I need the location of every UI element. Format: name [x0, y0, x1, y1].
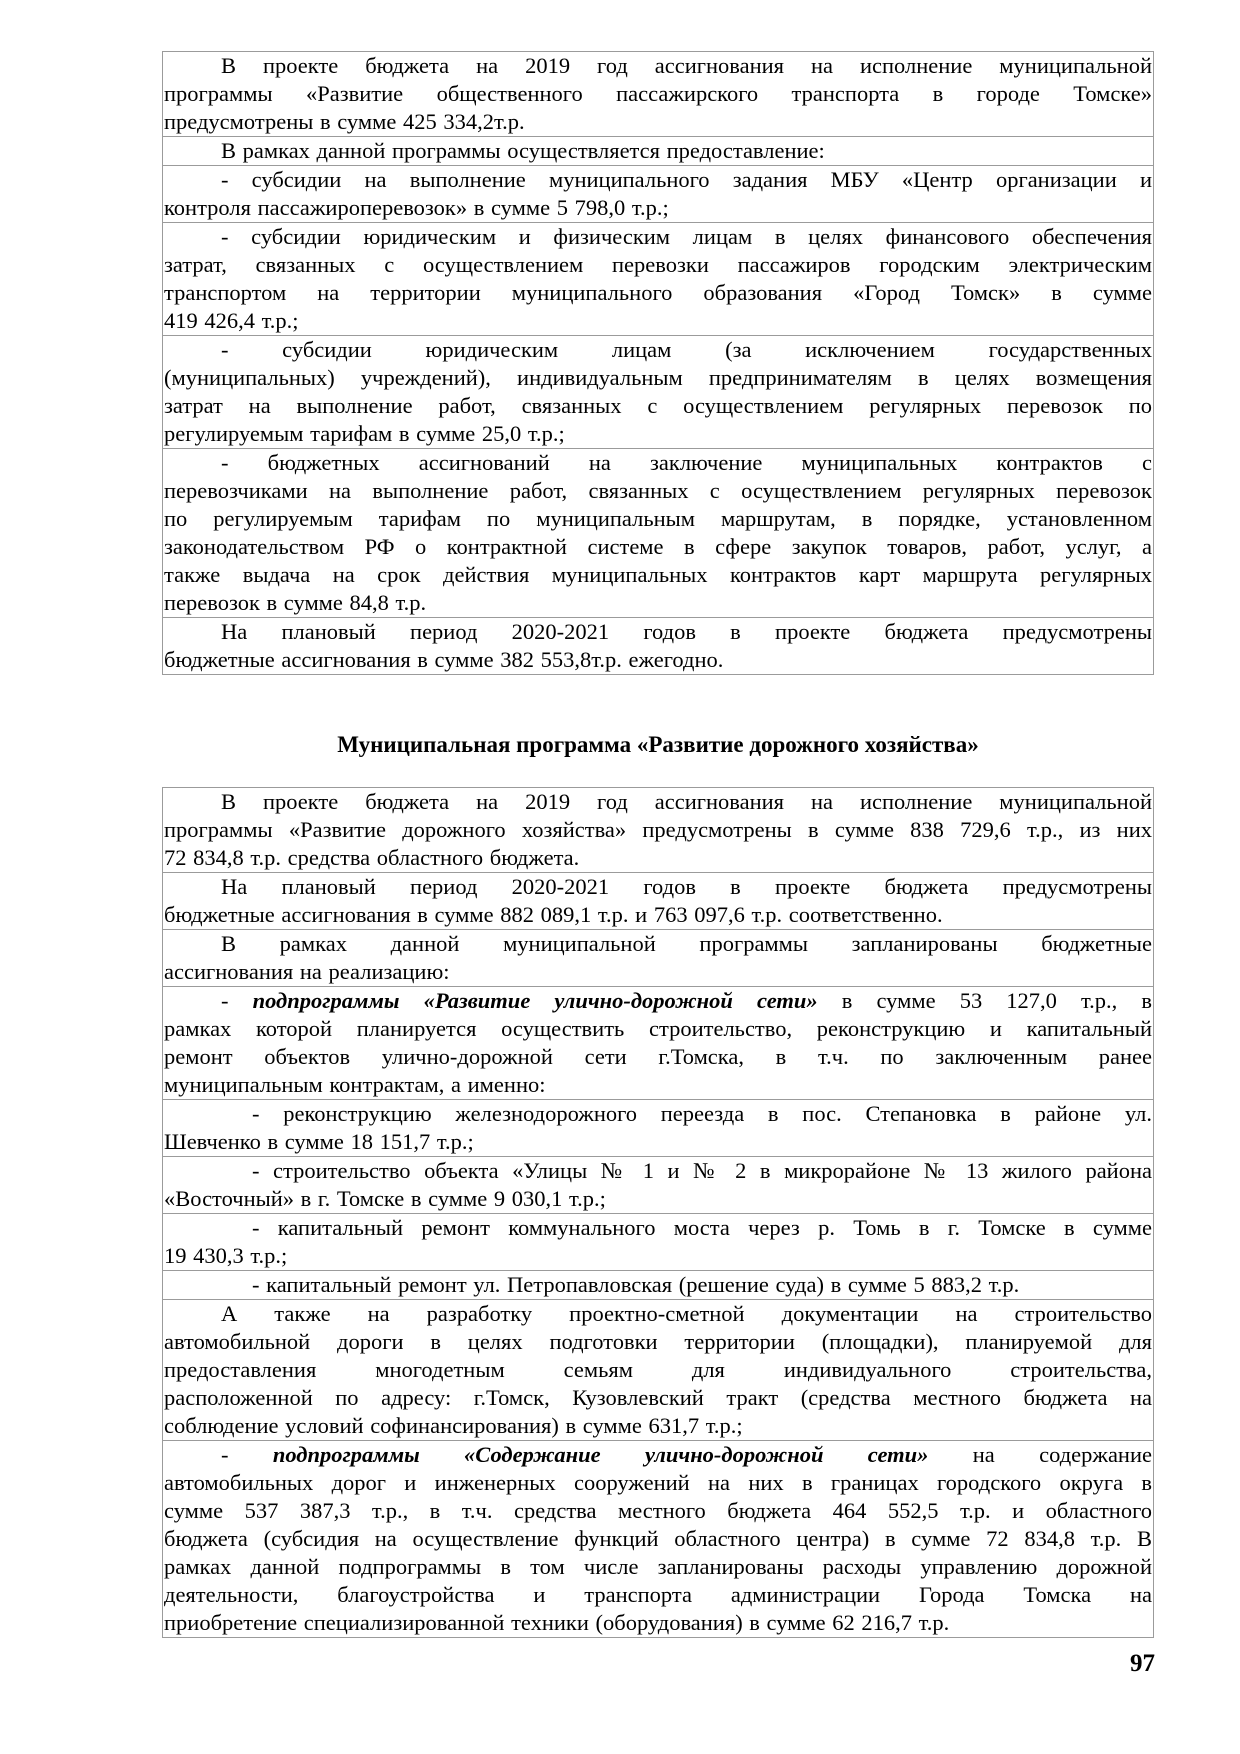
- text-line: [164, 1328, 1152, 1356]
- section-passenger-transport: [162, 51, 1154, 675]
- text-line: [164, 137, 1152, 165]
- text-line: [164, 1384, 1152, 1412]
- paragraph: [162, 165, 1154, 223]
- text-run: приобретение специализированной техники (оборудования) в сумме 62 216,7 т.р.: [164, 1610, 950, 1635]
- text-line: [164, 1441, 1152, 1469]
- text-run: соблюдение условий софинансирования) в сумме 631,7 т.р.;: [164, 1413, 743, 1438]
- text-line: [164, 166, 1152, 194]
- text-run: по регулируемым тарифам по муниципальным маршрутам, в порядке, установленном: [164, 506, 1152, 531]
- paragraph: [162, 1440, 1154, 1638]
- text-line: [164, 307, 1152, 335]
- text-run: программы «Развитие общественного пассажирского транспорта в городе Томске»: [164, 81, 1152, 106]
- text-run: затрат, связанных с осуществлением перевозки пассажиров городским электрическим: [164, 252, 1152, 277]
- paragraph: [162, 787, 1154, 873]
- text-line: [164, 80, 1152, 108]
- paragraph: [162, 1213, 1154, 1271]
- text-line: [164, 1581, 1152, 1609]
- text-run: рамках данной подпрограммы в том числе запланированы расходы управлению дорожной: [164, 1554, 1152, 1579]
- text-line: [164, 1497, 1152, 1525]
- text-run: транспортом на территории муниципального образования «Город Томск» в сумме: [164, 280, 1152, 305]
- text-line: [164, 1015, 1152, 1043]
- text-line: [164, 1214, 1152, 1242]
- text-run: - реконструкцию железнодорожного переезда в пос. Степановка в районе ул.: [252, 1101, 1152, 1126]
- paragraph: [162, 872, 1154, 930]
- text-run: автомобильных дорог и инженерных сооружений на них в границах городского округа в: [164, 1470, 1152, 1495]
- text-run: -: [221, 988, 253, 1013]
- text-run: - субсидии юридическим лицам (за исключением государственных: [221, 337, 1152, 362]
- text-run: -: [221, 1442, 273, 1467]
- text-line: [164, 930, 1152, 958]
- text-line: [164, 449, 1152, 477]
- text-line: [164, 336, 1152, 364]
- text-line: [164, 1525, 1152, 1553]
- text-run: - субсидии юридическим и физическим лицам в целях финансового обеспечения: [221, 224, 1152, 249]
- text-run: «Восточный» в г. Томске в сумме 9 030,1 т.р.;: [164, 1186, 606, 1211]
- text-run: предусмотрены в сумме 425 334,2т.р.: [164, 109, 525, 134]
- text-run: контроля пассажироперевозок» в сумме 5 798,0 т.р.;: [164, 195, 669, 220]
- text-run: законодательством РФ о контрактной системе в сфере закупок товаров, работ, услуг, а: [164, 534, 1152, 559]
- text-line: [164, 1553, 1152, 1581]
- text-line: [164, 1356, 1152, 1384]
- text-run: бюджета (субсидия на осуществление функций областного центра) в сумме 72 834,8 т.р. В: [164, 1526, 1152, 1551]
- text-line: [164, 1071, 1152, 1099]
- text-run: 19 430,3 т.р.;: [164, 1243, 288, 1268]
- paragraph: [162, 929, 1154, 987]
- text-run: - капитальный ремонт коммунального моста через р. Томь в г. Томске в сумме: [252, 1215, 1152, 1240]
- paragraph: [162, 136, 1154, 166]
- text-line: [164, 844, 1152, 872]
- text-line: [164, 1100, 1152, 1128]
- text-run: затрат на выполнение работ, связанных с осуществлением регулярных перевозок по: [164, 393, 1152, 418]
- paragraph: [162, 1099, 1154, 1157]
- text-run: муниципальным контрактам, а именно:: [164, 1072, 546, 1097]
- paragraph: [162, 1270, 1154, 1300]
- paragraph: [162, 51, 1154, 137]
- text-run: рамках которой планируется осуществить строительство, реконструкцию и капитальный: [164, 1016, 1152, 1041]
- text-run: - строительство объекта «Улицы № 1 и № 2 в микрорайоне № 13 жилого района: [252, 1158, 1152, 1183]
- text-line: [164, 1271, 1152, 1299]
- paragraph: [162, 1299, 1154, 1441]
- text-run: В проекте бюджета на 2019 год ассигнования на исполнение муниципальной: [221, 53, 1152, 78]
- document-body: [162, 52, 1154, 1638]
- paragraph: [162, 448, 1154, 618]
- text-run: ассигнования на реализацию:: [164, 959, 450, 984]
- section-heading: Муниципальная программа «Развитие дорожного хозяйства»: [337, 732, 979, 757]
- text-run: - бюджетных ассигнований на заключение муниципальных контрактов с: [221, 450, 1152, 475]
- text-run: На плановый период 2020-2021 годов в проекте бюджета предусмотрены: [221, 874, 1152, 899]
- paragraph: [162, 986, 1154, 1100]
- text-run: в сумме 53 127,0 т.р., в: [817, 988, 1152, 1013]
- text-run: ремонт объектов улично-дорожной сети г.Томска, в т.ч. по заключенным ранее: [164, 1044, 1152, 1069]
- text-run: бюджетные ассигнования в сумме 382 553,8т.р. ежегодно.: [164, 647, 724, 672]
- text-run: В проекте бюджета на 2019 год ассигнования на исполнение муниципальной: [221, 789, 1152, 814]
- text-line: [164, 561, 1152, 589]
- subprogram-name-emphasis: подпрограммы «Развитие улично-дорожной сети»: [252, 988, 818, 1013]
- text-run: На плановый период 2020-2021 годов в проекте бюджета предусмотрены: [221, 619, 1152, 644]
- text-run: перевозчиками на выполнение работ, связанных с осуществлением регулярных перевозок: [164, 478, 1152, 503]
- text-line: [164, 505, 1152, 533]
- text-line: [164, 1185, 1152, 1213]
- text-run: сумме 537 387,3 т.р., в т.ч. средства местного бюджета 464 552,5 т.р. и областного: [164, 1498, 1152, 1523]
- text-run: В рамках данной муниципальной программы запланированы бюджетные: [221, 931, 1152, 956]
- text-run: программы «Развитие дорожного хозяйства» предусмотрены в сумме 838 729,6 т.р., из них: [164, 817, 1152, 842]
- text-run: - капитальный ремонт ул. Петропавловская (решение суда) в сумме 5 883,2 т.р.: [252, 1272, 1020, 1297]
- text-line: [164, 901, 1152, 929]
- text-line: [164, 788, 1152, 816]
- text-line: [164, 873, 1152, 901]
- text-line: [164, 1300, 1152, 1328]
- text-line: [164, 251, 1152, 279]
- text-line: [164, 589, 1152, 617]
- text-line: [164, 420, 1152, 448]
- text-run: В рамках данной программы осуществляется предоставление:: [221, 138, 825, 163]
- text-line: [164, 1412, 1152, 1440]
- text-run: перевозок в сумме 84,8 т.р.: [164, 590, 427, 615]
- paragraph: [162, 222, 1154, 336]
- text-line: [164, 987, 1152, 1015]
- text-run: деятельности, благоустройства и транспорта администрации Города Томска на: [164, 1582, 1152, 1607]
- paragraph: [162, 1156, 1154, 1214]
- text-line: [164, 646, 1152, 674]
- text-line: [164, 958, 1152, 986]
- text-run: на содержание: [928, 1442, 1152, 1467]
- text-run: (муниципальных) учреждений), индивидуальным предпринимателям в целях возмещения: [164, 365, 1152, 390]
- text-line: [164, 816, 1152, 844]
- subprogram-name-emphasis: подпрограммы «Содержание улично-дорожной сети»: [272, 1442, 929, 1467]
- text-line: [164, 279, 1152, 307]
- text-run: регулируемым тарифам в сумме 25,0 т.р.;: [164, 421, 565, 446]
- text-line: [164, 1609, 1152, 1637]
- text-line: [164, 364, 1152, 392]
- text-line: [164, 533, 1152, 561]
- text-run: бюджетные ассигнования в сумме 882 089,1 т.р. и 763 097,6 т.р. соответственно.: [164, 902, 943, 927]
- text-line: [164, 108, 1152, 136]
- text-line: [164, 477, 1152, 505]
- text-line: [164, 1469, 1152, 1497]
- text-line: [164, 52, 1152, 80]
- paragraph: [162, 335, 1154, 449]
- page-number: 97: [1130, 1650, 1155, 1677]
- text-run: 72 834,8 т.р. средства областного бюджета.: [164, 845, 580, 870]
- text-line: [164, 1043, 1152, 1071]
- text-line: [164, 1157, 1152, 1185]
- text-line: [164, 194, 1152, 222]
- text-run: расположенной по адресу: г.Томск, Кузовлевский тракт (средства местного бюджета на: [164, 1385, 1152, 1410]
- text-line: [164, 223, 1152, 251]
- text-line: [164, 392, 1152, 420]
- paragraph: [162, 617, 1154, 675]
- section-road-economy: [162, 787, 1154, 1638]
- text-run: 419 426,4 т.р.;: [164, 308, 299, 333]
- text-line: [164, 618, 1152, 646]
- text-run: - субсидии на выполнение муниципального задания МБУ «Центр организации и: [221, 167, 1152, 192]
- text-run: предоставления многодетным семьям для индивидуального строительства,: [164, 1357, 1152, 1382]
- text-run: Шевченко в сумме 18 151,7 т.р.;: [164, 1129, 474, 1154]
- text-line: [164, 1128, 1152, 1156]
- text-run: А также на разработку проектно-сметной документации на строительство: [221, 1301, 1152, 1326]
- text-run: автомобильной дороги в целях подготовки территории (площадки), планируемой для: [164, 1329, 1152, 1354]
- text-line: [164, 1242, 1152, 1270]
- text-run: также выдача на срок действия муниципальных контрактов карт маршрута регулярных: [164, 562, 1152, 587]
